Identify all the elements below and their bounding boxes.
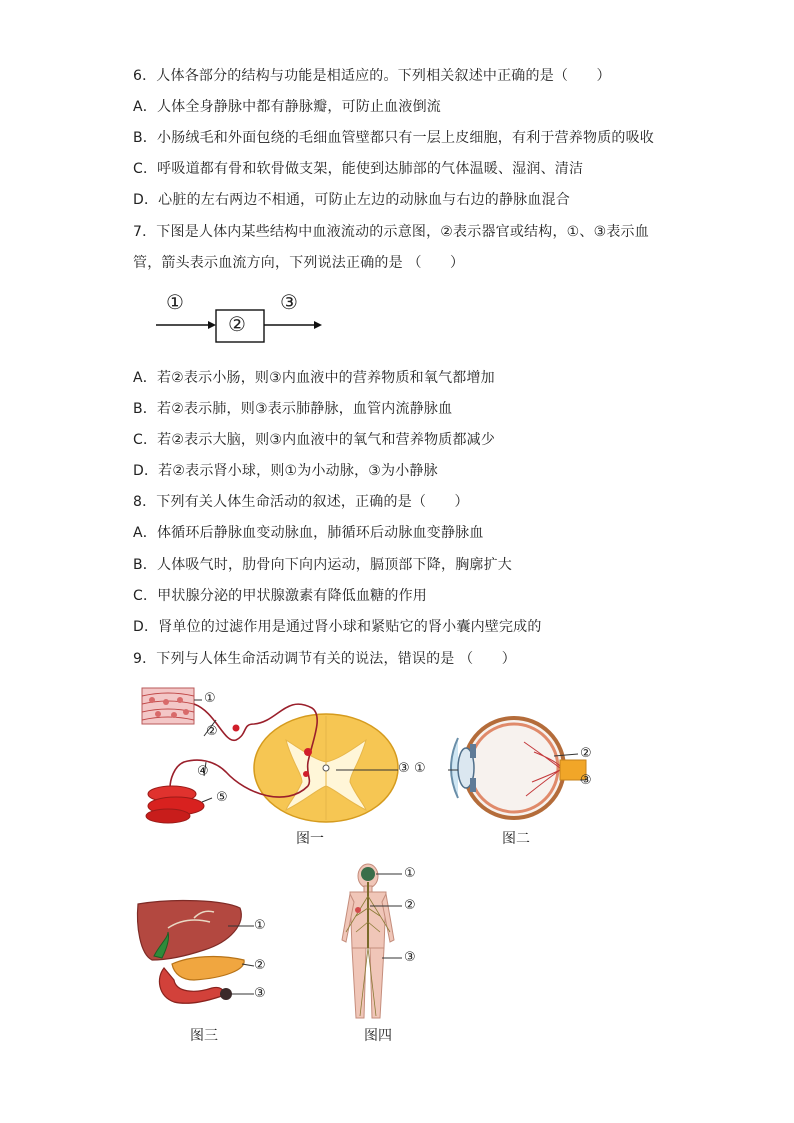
fig1-label-2: ②: [206, 724, 218, 739]
figure-1-caption: 图一: [296, 831, 324, 847]
q7-option-b: B．若②表示肺，则③表示肺静脉，血管内流静脉血: [133, 401, 453, 417]
figure-3-liver-pancreas: [134, 898, 284, 1016]
q8-option-a: A．体循环后静脉血变动脉血，肺循环后动脉血变静脉血: [133, 525, 484, 541]
figure-4-nervous-system: [338, 862, 438, 1024]
fig2-label-2: ②: [580, 746, 592, 761]
q7-stem-line2: 管，箭头表示血流方向，下列说法正确的是 （ ）: [133, 255, 465, 271]
fig4-label-1: ①: [404, 866, 416, 881]
muscle-effector-illustration: [146, 786, 204, 823]
figure-2-eye: [414, 712, 604, 824]
q9-stem: 9．下列与人体生命活动调节有关的说法，错误的是 （ ）: [133, 651, 516, 667]
q7-flow-diagram: [150, 288, 330, 343]
q6-option-b: B．小肠绒毛和外面包绕的毛细血管壁都只有一层上皮细胞，有利于营养物质的吸收: [133, 130, 655, 146]
q7-vessel-out-label: ③: [280, 290, 298, 314]
q7-option-d: D．若②表示肾小球，则①为小动脉，③为小静脉: [133, 463, 438, 479]
q8-option-b: B．人体吸气时，肋骨向下向内运动，膈顶部下降，胸廓扩大: [133, 557, 513, 573]
q7-organ-label: ②: [228, 312, 246, 336]
skin-receptor-illustration: [142, 688, 194, 724]
fig3-label-3: ③: [254, 986, 266, 1001]
fig4-label-2: ②: [404, 898, 416, 913]
fig1-label-4: ④: [197, 764, 209, 779]
fig2-label-3: ③: [580, 773, 592, 788]
q8-option-c: C．甲状腺分泌的甲状腺激素有降低血糖的作用: [133, 588, 427, 604]
spinal-cord-illustration: [254, 714, 398, 822]
q7-option-a: A．若②表示小肠，则③内血液中的营养物质和氧气都增加: [133, 370, 495, 386]
q8-stem: 8．下列有关人体生命活动的叙述，正确的是（ ）: [133, 494, 469, 510]
q7-vessel-in-label: ①: [166, 290, 184, 314]
q6-option-d: D．心脏的左右两边不相通，可防止左边的动脉血与右边的静脉血混合: [133, 192, 570, 208]
fig3-label-2: ②: [254, 958, 266, 973]
fig1-label-3: ③: [398, 761, 410, 776]
fig1-label-1: ①: [204, 691, 216, 706]
figure-1-reflex-arc: [136, 682, 426, 832]
q7-option-c: C．若②表示大脑，则③内血液中的氧气和营养物质都减少: [133, 432, 496, 448]
fig4-label-3: ③: [404, 950, 416, 965]
figure-3-caption: 图三: [190, 1028, 218, 1044]
fig3-label-1: ①: [254, 918, 266, 933]
q6-option-a: A．人体全身静脉中都有静脉瓣，可防止血液倒流: [133, 99, 441, 115]
q6-stem: 6．人体各部分的结构与功能是相适应的。下列相关叙述中正确的是（ ）: [133, 68, 611, 84]
q7-stem-line1: 7．下图是人体内某些结构中血液流动的示意图，②表示器官或结构，①、③表示血: [133, 224, 649, 240]
fig2-label-1: ①: [414, 761, 426, 776]
figure-2-caption: 图二: [502, 831, 530, 847]
fig1-label-5: ⑤: [216, 790, 228, 805]
q6-option-c: C．呼吸道都有骨和软骨做支架，能使到达肺部的气体温暖、湿润、清洁: [133, 161, 584, 177]
q8-option-d: D．肾单位的过滤作用是通过肾小球和紧贴它的肾小囊内壁完成的: [133, 619, 542, 635]
figure-4-caption: 图四: [364, 1028, 392, 1044]
